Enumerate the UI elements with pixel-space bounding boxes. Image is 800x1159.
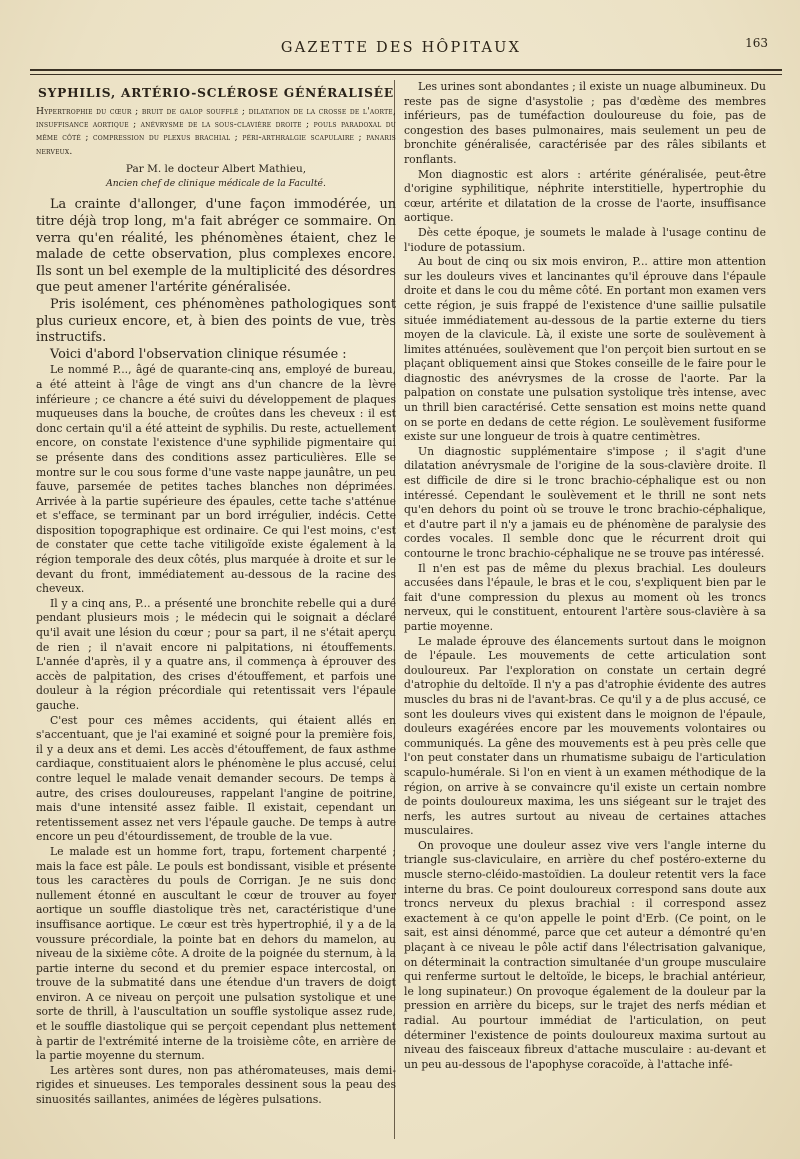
article-subtitle: Hypertrophie du cœur ; bruit de galop soufflé ; dilatation de la crosse de l'aorte, insuffisance aortique ; anévrysme de la sous-clavière droite ; pouls paradoxal du même côté ; compression du plexus brachial ; péri-arthralgie scapulaire ; panaris nerveux. — [36, 105, 396, 157]
intro-paragraph: La crainte d'allonger, d'une façon immodérée, un titre déjà trop long, m'a fait abréger ce sommaire. On verra qu'en réalité, les phénomènes étaient, chez le malade de cette observation, plus complexes encore. Ils sont un bel exemple de la multiplicité des désordres que peut amener l'artérite généralisée. — [36, 197, 396, 296]
body-paragraph: Mon diagnostic est alors : artérite généralisée, peut-être d'origine syphilitique, néphrite interstitielle, hypertrophie du cœur, artérite et dilatation de la crosse de l'aorte, insuffisance aortique. — [404, 167, 766, 225]
body-paragraph: Le nommé P..., âgé de quarante-cinq ans, employé de bureau, a été atteint à l'âge de vingt ans d'un chancre de la lèvre inférieure ; ce chancre a été suivi du développement de plaques muqueuses dans la bouche, de croûtes dans les cheveux : il est donc certain qu'il a été atteint de syphilis. Du reste, actuellement encore, on constate l'existence d'une syphilide pigmentaire qui se présente dans des conditions assez particulières. Elle se montre sur le cou sous forme d'une vaste nappe jaunâtre, un peu fauve, parsemée de petites taches blanches non déprimées. Arrivée à la partie supérieure des épaules, cette tache s'atténue et s'efface, se terminant par un bord irrégulier, indécis. Cette disposition topographique est ordinaire. Ce qui l'est moins, c'est de constater que cette tache vitiligoïde existe également à la région temporale des deux côtés, plus marquée à droite et sur le devant du front, immédiatement au-dessous de la racine des cheveux. — [36, 363, 396, 596]
body-paragraph: On provoque une douleur assez vive vers l'angle interne du triangle sus-claviculaire, en arrière du chef postéro-externe du muscle sterno-cléido-mastoïdien. La douleur retentit vers la face interne du bras. Ce point douloureux correspond sans doute aux troncs nerveux du plexus brachial : il correspond assez exactement à ce qu'on appelle le point d'Erb. (Ce point, on le sait, est ainsi dénommé, parce que cet auteur a démontré qu'en plaçant à ce niveau le pôle actif dans l'électrisation galvanique, on déterminait la contraction simultanée d'un groupe musculaire qui renferme surtout le deltoïde, le biceps, le brachial antérieur, le long supinateur.) On provoque également de la douleur par la pression en arrière du biceps, sur le trajet des nerfs médian et radial. Au pourtour immédiat de l'articulation, on peut déterminer l'existence de points douloureux maxima surtout au niveau des faisceaux fibreux d'attache musculaire : au-devant et un peu au-dessous de l'apophyse coracoïde, à l'attache infé- — [404, 838, 766, 1071]
body-paragraph: Dès cette époque, je soumets le malade à l'usage continu de l'iodure de potassium. — [404, 225, 766, 254]
body-paragraph: Il y a cinq ans, P... a présenté une bronchite rebelle qui a duré pendant plusieurs mois ; le médecin qui le soignait a déclaré qu'il avait une lésion du cœur ; pour sa part, il ne s'était aperçu de rien ; il n'avait encore ni palpitations, ni étouffements. L'année d'après, il y a quatre ans, il commença à éprouver des accès de palpitation, des crises d'étouffement, et parfois une douleur à la région précordiale qui retentissait vers l'épaule gauche. — [36, 596, 396, 712]
body-paragraph: Le malade est un homme fort, trapu, fortement charpenté ; mais la face est pâle. Le pouls est bondissant, visible et présente tous les caractères du pouls de Corrigan. Je ne suis donc nullement étonné en auscultant le cœur de trouver au foyer aortique un souffle diastolique très net, caractéristique d'une insuffisance aortique. Le cœur est très hypertrophié, il y a de la voussure précordiale, la pointe bat en dehors du mamelon, au niveau de la sixième côte. A droite de la poignée du sternum, à la partie interne du second et du premier espace intercostal, on trouve de la submatité dans une étendue d'un travers de doigt environ. A ce niveau on perçoit une pulsation systolique et une sorte de thrill, à l'auscultation un souffle systolique assez rude, et le souffle diastolique qui se perçoit cependant plus nettement à partir de l'extrémité interne de la troisième côte, en arrière de la partie moyenne du sternum. — [36, 844, 396, 1063]
masthead: GAZETTE DES HÔPITAUX — [280, 40, 522, 56]
body-paragraph: C'est pour ces mêmes accidents, qui étaient allés en s'accentuant, que je l'ai examiné et soigné pour la première fois, il y a deux ans et demi. Les accès d'étouffement, de faux asthme cardiaque, constituaient alors le phénomène le plus accusé, celui contre lequel le malade venait demander secours. De temps à autre, des crises douloureuses, rappelant l'angine de poitrine, mais d'une intensité assez faible. Il existait, cependant un retentissement assez net vers l'épaule gauche. De temps à autre encore un peu d'étourdissement, de trouble de la vue. — [36, 713, 396, 844]
article-author: Par M. le docteur Albert Mathieu, — [125, 163, 307, 176]
page-number: 163 — [745, 36, 768, 50]
article-title: SYPHILIS, ARTÉRIO-SCLÉROSE GÉNÉRALISÉE — [38, 86, 394, 100]
header-rule-thin — [30, 74, 782, 75]
left-column — [36, 80, 396, 1108]
right-column — [404, 80, 766, 1072]
body-paragraph: Au bout de cinq ou six mois environ, P... attire mon attention sur les douleurs vives et lancinantes qu'il éprouve dans l'épaule droite et dans le cou du même côté. En portant mon examen vers cette région, je suis frappé de l'existence d'une saillie pulsatile située immédiatement au-dessous de la partie externe du tiers moyen de la clavicule. Là, il existe une sorte de soulèvement à limites atténuées, soulèvement que l'on perçoit bien surtout en se plaçant obliquement ainsi que Stokes conseille de le faire pour le diagnostic des anévrysmes de la crosse de l'aorte. Par la palpation on constate une pulsation systolique très intense, avec un thrill bien caractérisé. Cette sensation est moins nette quand on se porte en dedans de cette région. Le soulèvement fusiforme existe sur une longueur de trois à quatre centimètres. — [404, 255, 766, 444]
author-role: Ancien chef de clinique médicale de la Faculté. — [106, 177, 326, 189]
body-paragraph: Un diagnostic supplémentaire s'impose ; il s'agit d'une dilatation anévrysmale de l'origine de la sous-clavière droite. Il est difficile de dire si le tronc brachio-céphalique est ou non intéressé. Cependant le soulèvement et le thrill ne sont nets qu'en dehors du point où se trouve le tronc brachio-céphalique, et d'autre part il n'y a jamais eu de phénomène de paralysie des cordes vocales. Il semble donc que le récurrent droit qui contourne le tronc brachio-céphalique ne se trouve pas intéressé. — [404, 444, 766, 560]
left-body — [36, 363, 396, 1107]
intro-paragraph: Voici d'abord l'observation clinique résumée : — [50, 346, 347, 362]
page-header — [20, 36, 782, 62]
article-intro — [36, 197, 396, 363]
body-paragraph: Les artères sont dures, non pas athéromateuses, mais demi-rigides et sinueuses. Les temporales dessinent sous la peau des sinuosités saillantes, animées de légères pulsations. — [36, 1063, 396, 1107]
header-rule-thick — [30, 69, 782, 71]
intro-paragraph: Pris isolément, ces phénomènes pathologiques sont plus curieux encore, et, à bien des points de vue, très instructifs. — [36, 296, 396, 346]
body-paragraph: Il n'en est pas de même du plexus brachial. Les douleurs accusées dans l'épaule, le bras et le cou, s'expliquent bien par le fait d'une compression du plexus au moment où les troncs nerveux, qui le constituent, entourent l'artère sous-clavière à sa partie moyenne. — [404, 561, 766, 633]
body-paragraph: Les urines sont abondantes ; il existe un nuage albumineux. Du reste pas de signe d'asystolie ; pas d'œdème des membres inférieurs, pas de tuméfaction douloureuse du foie, pas de congestion des bases pulmonaires, mais seulement un peu de bronchite généralisée, caractérisée par des râles sibilants et ronflants. — [404, 80, 766, 166]
body-paragraph: Le malade éprouve des élancements surtout dans le moignon de l'épaule. Les mouvements de cette articulation sont douloureux. Par l'exploration on constate un certain degré d'atrophie du deltoïde. Il n'y a pas d'atrophie évidente des autres muscles du bras ni de l'avant-bras. Ce qu'il y a de plus accusé, ce sont les douleurs vives qui existent dans le moignon de l'épaule, douleurs exagérées encore par les mouvements volontaires ou communiqués. La gêne des mouvements est à peu près celle que l'on peut constater dans un rhumatisme subaigu de l'articulation scapulo-humérale. Si l'on en vient à un examen méthodique de la région, on arrive à se convaincre qu'il existe un certain nombre de points douloureux maxima, les uns siégeant sur le trajet des nerfs, les autres surtout au niveau de certaines attaches musculaires. — [404, 634, 766, 838]
